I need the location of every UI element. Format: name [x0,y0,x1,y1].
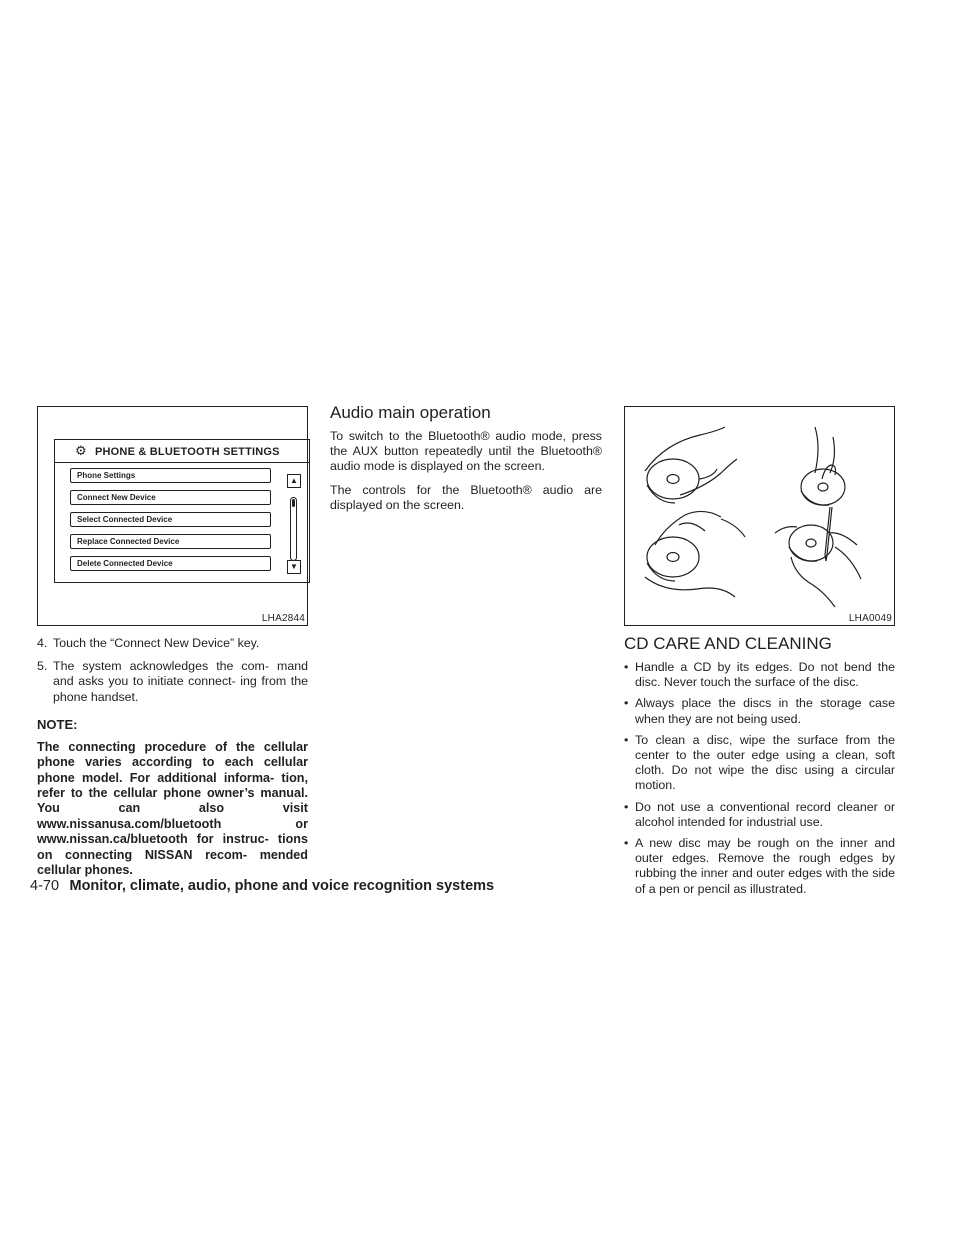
step-number: 4. [37,636,48,650]
section-title: Monitor, climate, audio, phone and voice recognition systems [69,878,495,894]
list-item: • Do not use a conventional record cleaner or alcohol intended for industrial use. [624,799,895,829]
list-item: • To clean a disc, wipe the surface from the center to the outer edge using a clean, soft cloth. Do not wipe the disc using a circular motion. [624,732,895,793]
figure-label: LHA2844 [261,613,305,624]
cd-care-section [624,634,895,903]
menu-item-delete-connected-device[interactable]: Delete Connected Device [70,556,271,571]
list-item: • Always place the discs in the storage case when they are not being used. [624,696,895,726]
screen-divider [55,462,309,463]
scrollbar-thumb[interactable] [292,499,295,507]
list-item-text: To clean a disc, wipe the surface from the center to the outer edge using a clean, soft cloth. Do not wipe the disc using a circular motion. [635,732,895,793]
menu-item-replace-connected-device[interactable]: Replace Connected Device [70,534,271,549]
step-text: Touch the “Connect New Device” key. [53,636,260,650]
scroll-down-arrow-icon[interactable]: ▼ [287,560,301,574]
audio-paragraph: To switch to the Bluetooth® audio mode, press the AUX button repeatedly until the Bluetooth® audio mode is displayed on the screen. [330,429,602,474]
cd-handling-illustration [625,407,894,611]
list-item-text: Handle a CD by its edges. Do not bend the disc. Never touch the surface of the disc. [635,660,895,690]
list-item-text: Do not use a conventional record cleaner or alcohol intended for industrial use. [635,799,895,829]
step-number: 5. [37,659,48,674]
audio-section [330,403,602,513]
menu-item-select-connected-device[interactable]: Select Connected Device [70,512,271,527]
steps-column [37,636,308,878]
scrollbar-track[interactable] [290,497,297,561]
menu-item-phone-settings[interactable]: Phone Settings [70,468,271,483]
audio-heading: Audio main operation [330,403,491,422]
cd-care-heading: CD CARE AND CLEANING [624,634,832,653]
figure-cd-handling [624,406,895,626]
phone-settings-screen [54,439,310,583]
screen-title: PHONE & BLUETOOTH SETTINGS [95,446,280,458]
figure-phone-settings [37,406,308,626]
figure-label: LHA0049 [848,613,892,624]
step-item [37,659,308,705]
list-item-text: A new disc may be rough on the inner and outer edges. Remove the rough edges by rubbing the inner and outer edges with the side of a pen or pencil as illustrated. [635,836,895,896]
menu-item-connect-new-device[interactable]: Connect New Device [70,490,271,505]
page-footer [30,877,494,895]
gear-icon: ⚙ [75,443,87,458]
note-title: NOTE: [37,716,78,732]
page-number: 4-70 [30,878,60,894]
list-item-text: Always place the discs in the storage case when they are not being used. [635,696,895,726]
scroll-up-arrow-icon[interactable]: ▲ [287,474,301,488]
list-item: • Handle a CD by its edges. Do not bend the disc. Never touch the surface of the disc. [624,660,895,690]
step-item [37,636,308,651]
audio-paragraph: The controls for the Bluetooth® audio are displayed on the screen. [330,482,602,512]
step-text: The system acknowledges the com- mand and asks you to initiate connect- ing from the phone handset. [53,659,308,704]
list-item: • A new disc may be rough on the inner and outer edges. Remove the rough edges by rubbing the inner and outer edges with the side of a pen or pencil as illustrated. [624,836,895,896]
note-body: The connecting procedure of the cellular phone varies according to each cellular phone model. For additional informa- tion, refer to the cellular phone owner’s manual. You can also visit www.nissanusa.com/bluetooth or www.nissan.ca/bluetooth for instruc- tions on connecting NISSAN recom- mended cellular phones. [37,739,308,878]
